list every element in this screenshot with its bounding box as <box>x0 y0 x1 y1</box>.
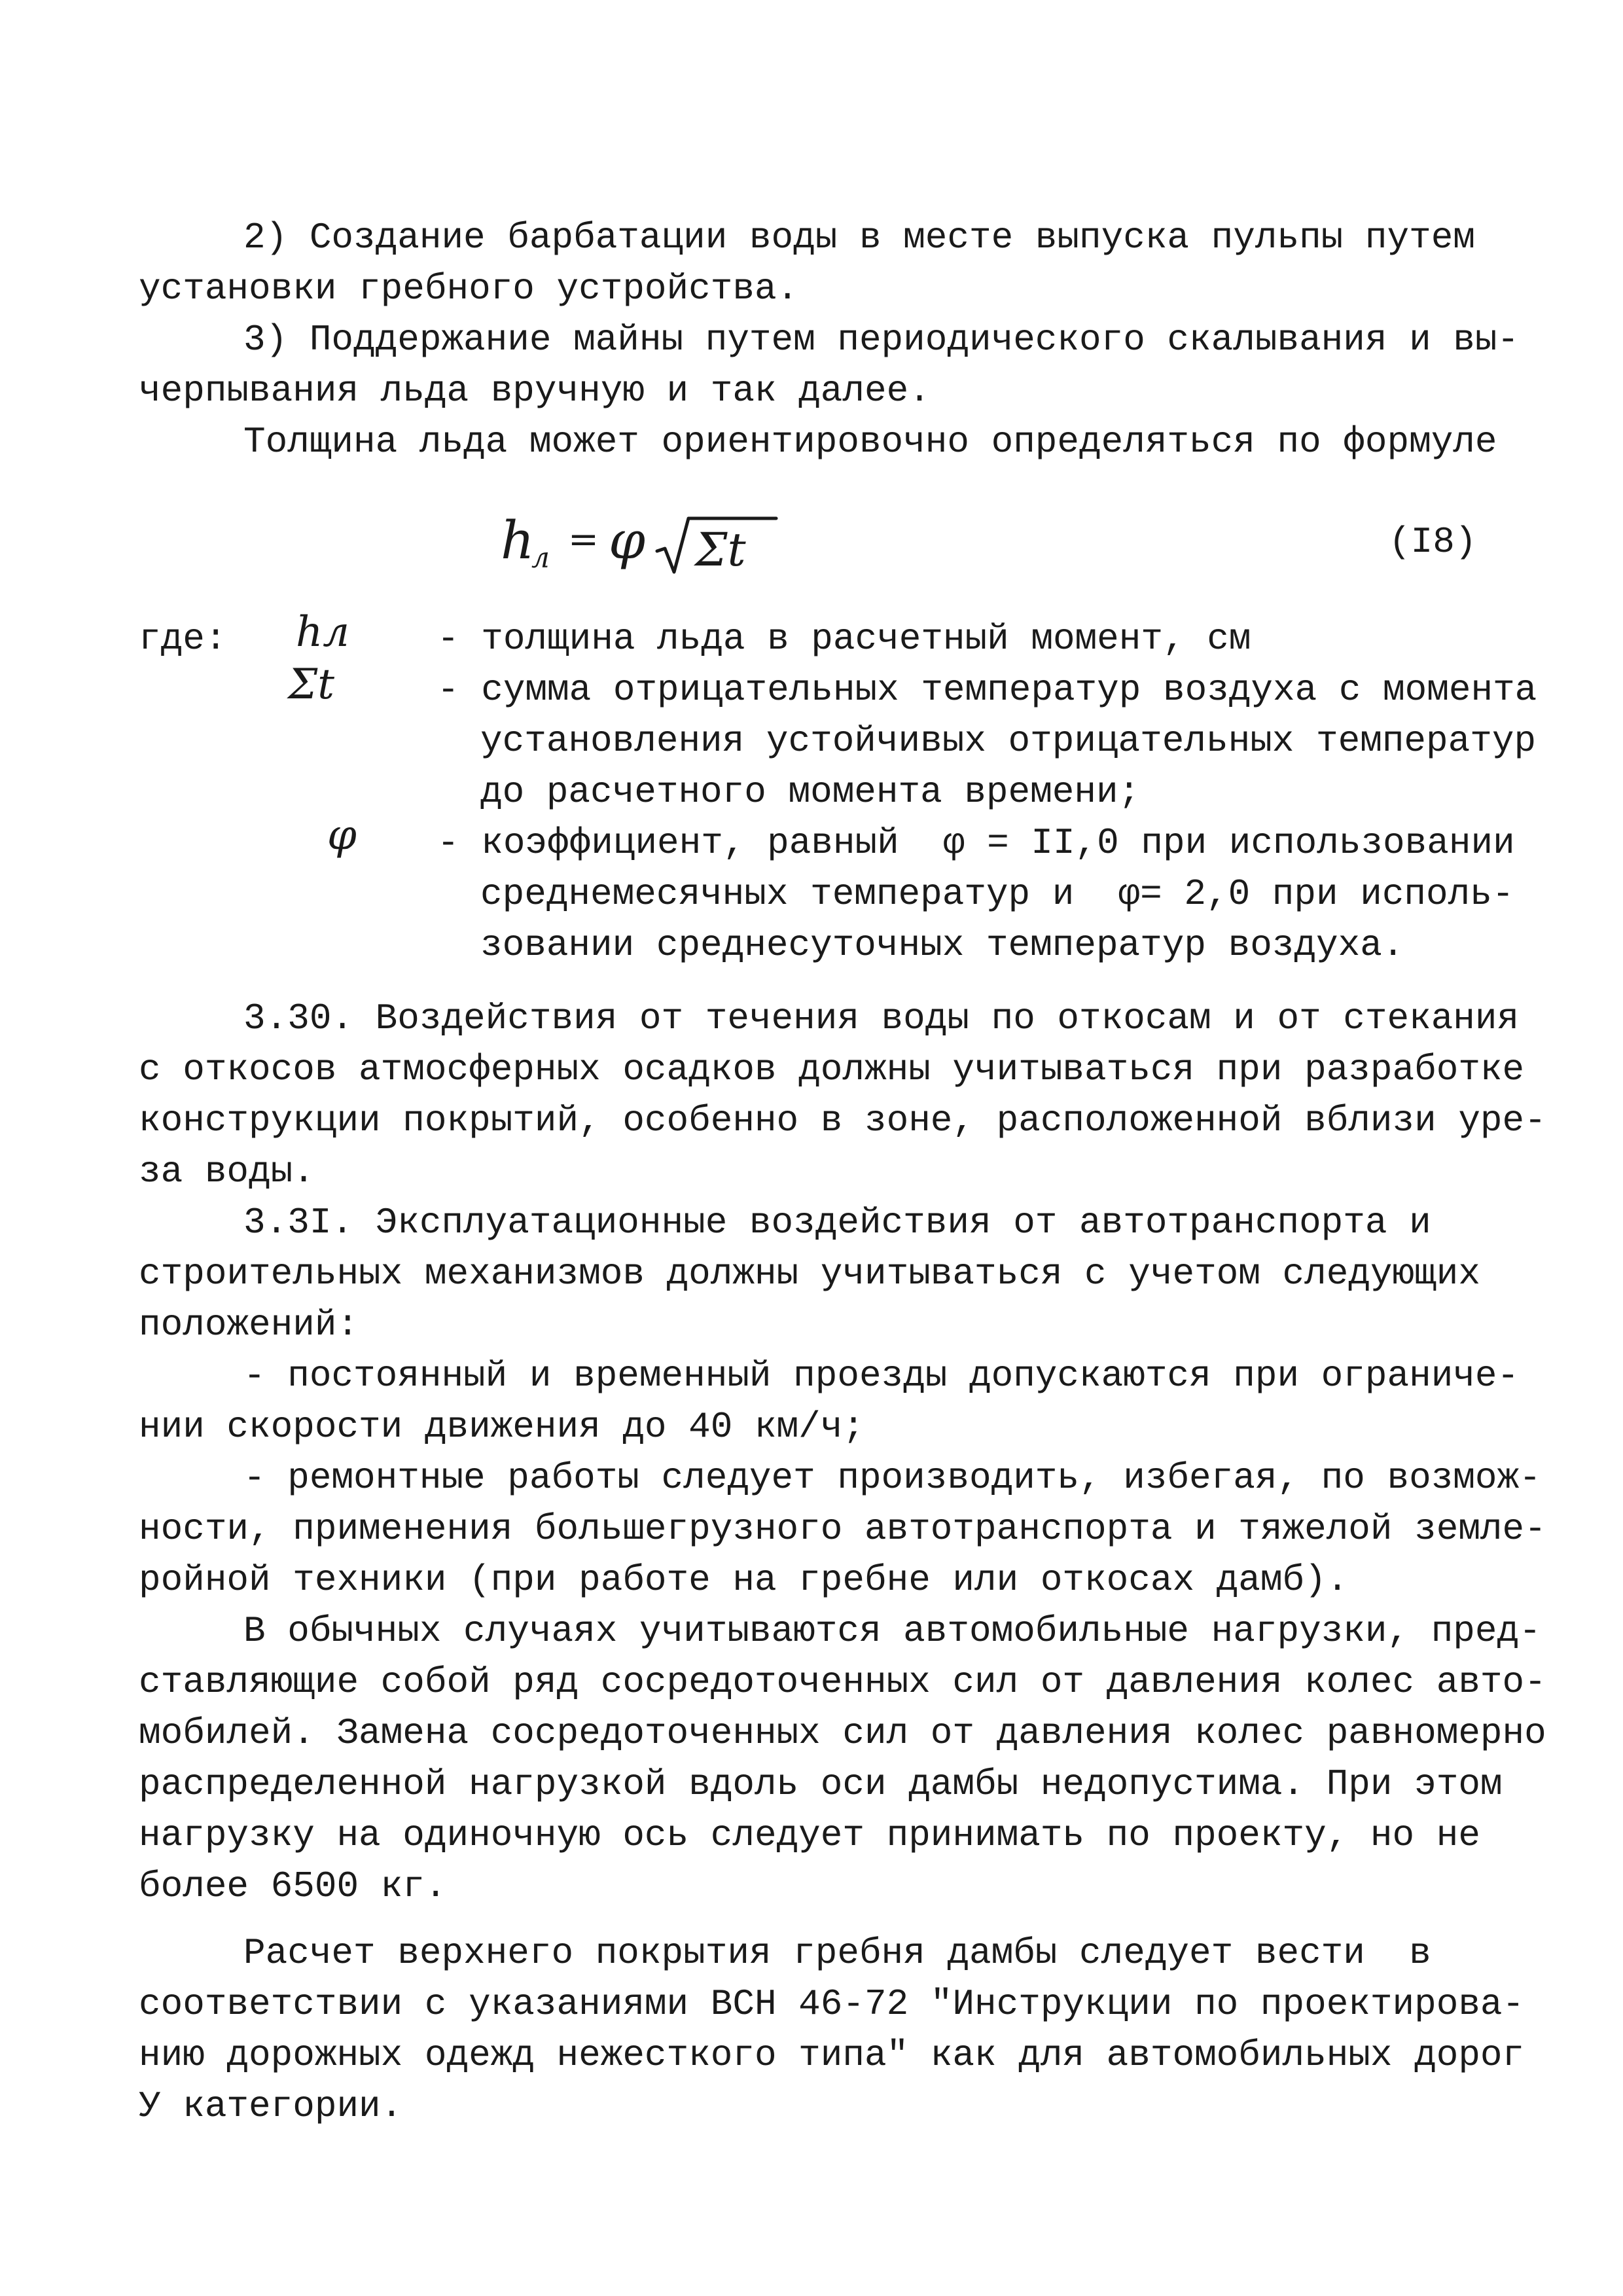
section-3-31-line-8: ройной техники (при работе на гребне или откосах дамб). <box>139 1559 1349 1601</box>
section-3-31-line-4: - постоянный и временный проезды допускаются при ограниче- <box>243 1355 1520 1397</box>
legend-h-line-1: - толщина льда в расчетный момент, см <box>437 618 1251 660</box>
section-3-31-line-5: нии скорости движения до 40 км/ч; <box>139 1406 865 1448</box>
item-2-line-1: 2) Создание барбатации воды в месте выпуска пульпы путем <box>243 217 1475 259</box>
formula-subscript: л <box>531 541 550 575</box>
section-3-31-line-3: положений: <box>139 1304 359 1346</box>
legend-symbol-h: hл <box>296 608 349 656</box>
section-3-31-line-13: нагрузку на одиночную ось следует принимать по проекту, но не <box>139 1814 1480 1856</box>
legend-phi-line-1: - коэффициент, равный φ = II,0 при использовании <box>437 822 1515 864</box>
formula-phi: φ <box>609 510 646 571</box>
legend-sum-line-3: до расчетного момента времени; <box>480 771 1141 813</box>
formula-sqrt-body: Σt <box>695 523 746 577</box>
legend-symbol-phi: φ <box>327 811 357 859</box>
item-2-line-2: установки гребного устройства. <box>139 268 799 310</box>
legend-symbol-sum: Σt <box>288 660 334 709</box>
section-3-31-line-11: мобилей. Замена сосредоточенных сил от давления колес равномерно <box>139 1712 1546 1754</box>
section-3-31-line-10: ставляющие собой ряд сосредоточенных сил от давления колес авто- <box>139 1661 1546 1703</box>
legend-sum-line-2: установления устойчивых отрицательных температур <box>480 720 1537 762</box>
section-3-31-line-7: ности, применения большегрузного автотранспорта и тяжелой земле- <box>139 1508 1546 1550</box>
item-3-line-2: черпывания льда вручную и так далее. <box>139 370 931 412</box>
section-3-31-line-2: строительных механизмов должны учитываться с учетом следующих <box>139 1253 1480 1295</box>
formula-intro: Толщина льда может ориентировочно определяться по формуле <box>243 421 1497 463</box>
formula-h: h <box>501 510 535 571</box>
calculation-line-3: нию дорожных одежд нежесткого типа" как для автомобильных дорог <box>139 2034 1525 2076</box>
formula-equals: = <box>568 518 599 561</box>
legend-sum-line-1: - сумма отрицательных температур воздуха с момента <box>437 669 1537 711</box>
calculation-line-1: Расчет верхнего покрытия гребня дамбы следует вести в <box>243 1932 1431 1974</box>
where-label: где: <box>139 618 227 660</box>
section-3-31-line-6: - ремонтные работы следует производить, избегая, по возмож- <box>243 1457 1541 1499</box>
calculation-line-4: У категории. <box>139 2085 403 2127</box>
section-3-31-line-12: распределенной нагрузкой вдоль оси дамбы недопустима. При этом <box>139 1763 1503 1805</box>
section-3-30-line-2: с откосов атмосферных осадков должны учитываться при разработке <box>139 1049 1525 1090</box>
equation-number: (I8) <box>1389 521 1477 563</box>
section-3-31-line-9: В обычных случаях учитываются автомобильные нагрузки, пред- <box>243 1610 1541 1652</box>
section-3-31-line-14: более 6500 кг. <box>139 1865 447 1907</box>
section-3-30-line-3: конструкции покрытий, особенно в зоне, расположенной вблизи уре- <box>139 1100 1546 1141</box>
section-3-30-line-1: 3.30. Воздействия от течения воды по откосам и от стекания <box>243 997 1520 1039</box>
legend-phi-line-3: зовании среднесуточных температур воздуха. <box>480 924 1404 966</box>
legend-phi-line-2: среднемесячных температур и φ= 2,0 при исполь- <box>480 873 1514 915</box>
section-3-31-line-1: 3.3I. Эксплуатационные воздействия от автотранспорта и <box>243 1202 1431 1244</box>
calculation-line-2: соответствии с указаниями ВСН 46-72 "Инструкции по проектирова- <box>139 1983 1525 2025</box>
section-3-30-line-4: за воды. <box>139 1151 315 1193</box>
item-3-line-1: 3) Поддержание майны путем периодического скалывания и вы- <box>243 319 1520 361</box>
